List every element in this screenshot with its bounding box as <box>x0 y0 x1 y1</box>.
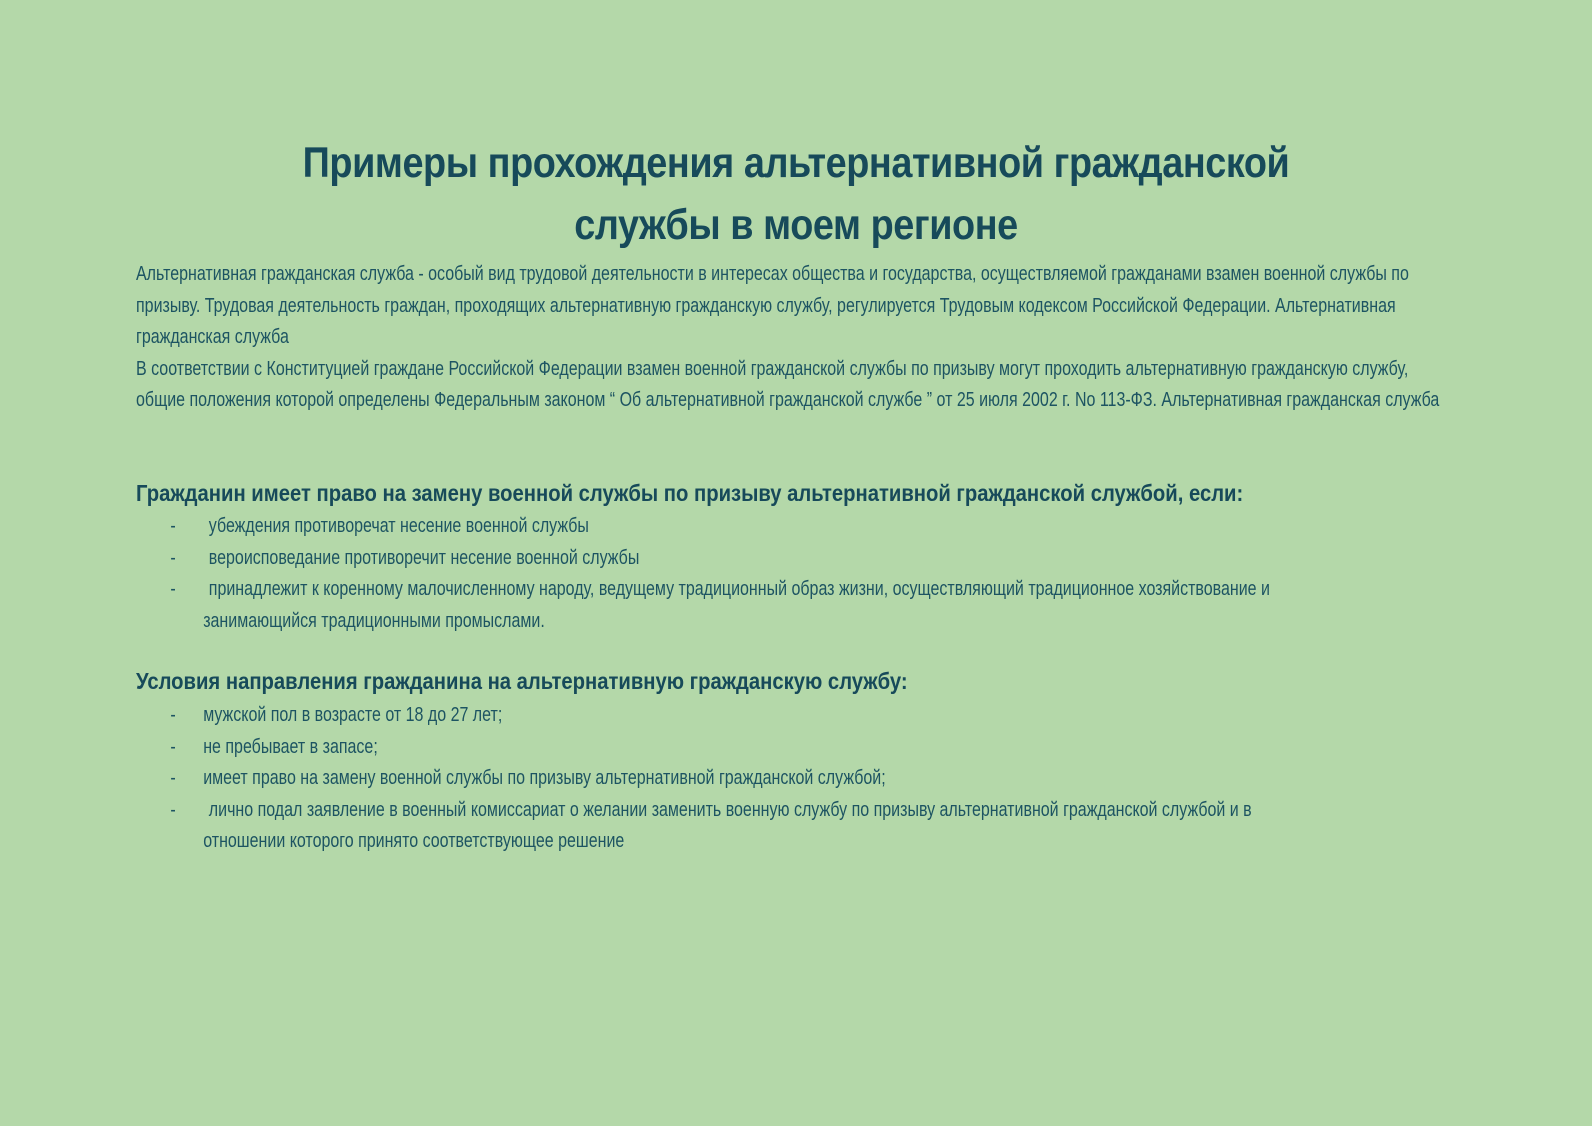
bullet-dash: - <box>170 578 176 600</box>
list-item <box>136 795 1424 858</box>
list-item <box>136 700 1424 732</box>
list-item <box>136 732 1424 764</box>
list-item <box>136 763 1424 795</box>
page-title: Примеры прохождения альтернативной гражданской службы в моем регионе <box>302 139 1290 249</box>
section-heading-rights: Гражданин имеет право на замену военной службы по призыву альтернативной гражданской службой, если: <box>136 480 1244 506</box>
intro-paragraph-1: Альтернативная гражданская служба - особый вид трудовой деятельности в интересах общества и государства, осуществляемой гражданами взамен военной службы по призыву. Трудовая деятельность граждан, проходящих альтернативную гражданскую службу, регулируется Трудовым кодексом Российской Федерации. Альтернативная гражданская служба <box>136 263 1409 348</box>
list-item <box>136 574 1424 637</box>
intro-text <box>136 259 1448 417</box>
list-item-text: убеждения противоречат несение военной службы <box>208 515 589 537</box>
bullet-dash: - <box>170 798 176 821</box>
list-item-text: имеет право на замену военной службы по призыву альтернативной гражданской службой; <box>203 767 886 789</box>
list-item <box>136 543 1424 575</box>
list-item-text: вероисповедание противоречит несение военной службы <box>208 546 640 569</box>
list-item-text: мужской пол в возрасте от 18 до 27 лет; <box>203 704 503 726</box>
bullet-dash: - <box>170 515 176 537</box>
bullet-dash: - <box>170 546 176 569</box>
rights-list <box>136 511 1424 637</box>
list-item-text: принадлежит к коренному малочисленному народу, ведущему традиционный образ жизни, осуществляющий традиционное хозяйствование и <box>208 578 1270 600</box>
list-item-text: лично подал заявление в военный комиссариат о желании заменить военную службу по призыву альтернативной гражданской службой и в <box>208 798 1252 821</box>
conditions-list <box>136 700 1424 858</box>
bullet-dash: - <box>170 735 176 758</box>
list-item-text: не пребывает в запасе; <box>203 735 378 758</box>
bullet-dash: - <box>170 704 176 726</box>
section-heading-conditions: Условия направления гражданина на альтернативную гражданскую службу: <box>136 668 908 694</box>
list-item-text-continued: отношении которого принято соответствующее решение <box>203 830 625 852</box>
list-item-text-continued: занимающийся традиционными промыслами. <box>203 609 545 632</box>
list-item <box>136 511 1424 543</box>
bullet-dash: - <box>170 767 176 789</box>
intro-paragraph-2: В соответствии с Конституцией граждане Российской Федерации взамен военной гражданской службы по призыву могут проходить альтернативную гражданскую службу, общие положения которой определены Федеральным законом “ Об альтернативной гражданской службе ” от 25 июля 2002 г. No 113-ФЗ. Альтернативная гражданская служба <box>136 357 1440 411</box>
